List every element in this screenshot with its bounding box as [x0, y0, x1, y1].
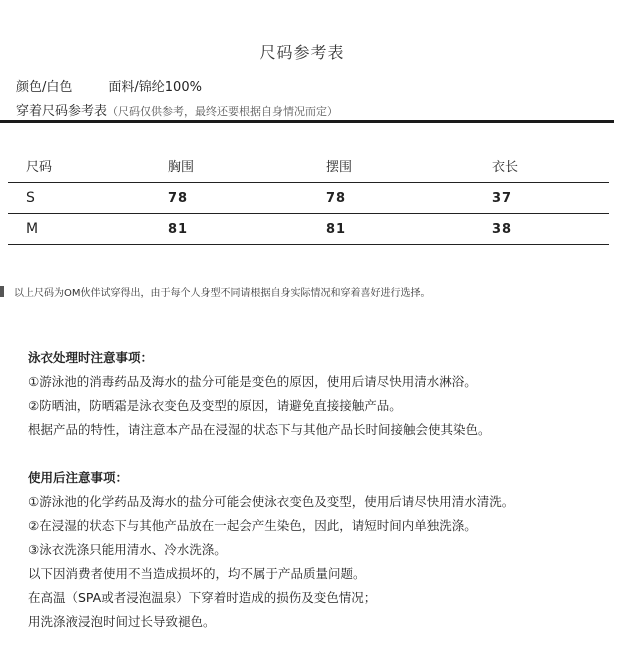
cell-length: 38 [492, 221, 513, 237]
size-table-header [8, 148, 609, 183]
table-row [8, 183, 609, 214]
wear-reference [16, 100, 338, 119]
list-item: ③泳衣洗涤只能用清水、冷水洗涤。 [28, 542, 227, 557]
color-spec: 颜色/白色 [16, 80, 73, 95]
header-length: 衣长 [492, 159, 519, 175]
wear-reference-note: （尺码仅供参考，最终还要根据自身情况而定） [107, 105, 339, 118]
list-item: ②防晒油，防晒霜是泳衣变色及变型的原因，请避免直接接触产品。 [28, 398, 402, 413]
header-chest: 胸围 [168, 159, 195, 175]
cell-chest: 78 [168, 190, 189, 206]
header-size: 尺码 [26, 159, 53, 175]
list-item: 以下因消费者使用不当造成损坏的，均不属于产品质量问题。 [28, 566, 366, 581]
cell-size: M [26, 221, 40, 237]
size-table [8, 148, 609, 245]
cell-hem: 81 [326, 221, 347, 237]
cell-hem: 78 [326, 190, 347, 206]
list-item: ①游泳池的消毒药品及海水的盐分可能是变色的原因，使用后请尽快用清水淋浴。 [28, 374, 477, 389]
header-hem: 摆围 [326, 159, 353, 175]
care-heading: 泳衣处理时注意事项： [28, 350, 154, 365]
list-item: 在高温（SPA或者浸泡温泉）下穿着时造成的损伤及变色情况； [28, 590, 377, 605]
list-item: 用洗涤液浸泡时间过长导致褪色。 [28, 614, 216, 629]
fit-note [0, 284, 431, 299]
material-spec: 面料/锦纶100% [108, 80, 202, 95]
cell-size: S [26, 190, 36, 206]
list-item: ①游泳池的化学药品及海水的盐分可能会使泳衣变色及变型，使用后请尽快用清水清洗。 [28, 494, 515, 509]
list-item: 根据产品的特性，请注意本产品在浸湿的状态下与其他产品长时间接触会使其染色。 [28, 422, 491, 437]
after-use-heading: 使用后注意事项： [28, 470, 129, 485]
product-specs [16, 76, 202, 95]
page-title: 尺码参考表 [259, 43, 345, 62]
fit-note-text: 以上尺码为OM伙伴试穿得出，由于每个人身型不同请根据自身实际情况和穿着喜好进行选择。 [14, 288, 431, 299]
cell-chest: 81 [168, 221, 189, 237]
section-divider [0, 120, 614, 123]
wear-reference-label: 穿着尺码参考表 [16, 104, 108, 119]
note-marker [0, 286, 4, 297]
after-use-section [28, 466, 514, 634]
cell-length: 37 [492, 190, 513, 206]
table-row [8, 214, 609, 245]
care-section [28, 346, 491, 442]
list-item: ②在浸湿的状态下与其他产品放在一起会产生染色，因此，请短时间内单独洗涤。 [28, 518, 477, 533]
